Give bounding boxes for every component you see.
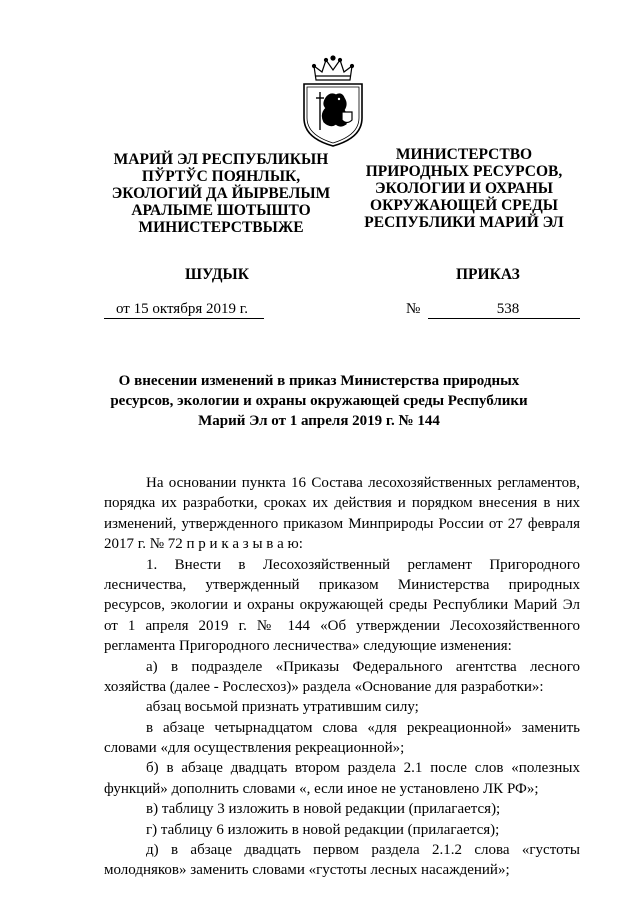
body-line: а) в подразделе «Приказы Федерального агентства лесного — [146, 658, 580, 675]
order-body — [104, 473, 580, 881]
ministry-name-russian — [348, 146, 580, 231]
ministry-name-mari-line: ЭКОЛОГИЙ ДА ЙЫРВЕЛЫМ — [111, 185, 331, 202]
coat-of-arms-emblem — [296, 52, 370, 148]
ministry-name-russian-line: ОКРУЖАЮЩЕЙ СРЕДЫ — [370, 197, 558, 214]
ministry-name-mari-line: АРАЛЫМЕ ШОТЫШТО — [131, 202, 311, 219]
doc-type-russian: ПРИКАЗ — [456, 266, 520, 283]
body-line: молодняков» заменить словами «густоты лесных насаждений»; — [104, 862, 510, 879]
body-line: порядка их разработки, сроках их действия и порядком внесения в них — [104, 495, 580, 512]
order-title-line: ресурсов, экологии и охраны окружающей среды Республики — [110, 393, 528, 409]
body-line: На основании пункта 16 Состава лесохозяйственных регламентов, — [146, 475, 580, 491]
ministry-name-mari-line: МИНИСТЕРСТВЫЖЕ — [138, 219, 304, 236]
ministry-name-russian-line: ЭКОЛОГИИ И ОХРАНЫ — [374, 180, 554, 197]
order-title — [110, 371, 528, 431]
body-line: в) таблицу 3 изложить в новой редакции (прилагается); — [146, 801, 501, 818]
body-line: функций» дополнить словами «, если иное не установлено ЛК РФ»; — [104, 780, 539, 797]
body-line: 1. Внести в Лесохозяйственный регламент Пригородного — [146, 556, 580, 573]
doc-type-mari: ШУДЫК — [185, 266, 249, 283]
ministry-name-mari-line: МАРИЙ ЭЛ РЕСПУБЛИКЫН — [113, 151, 329, 168]
body-line: словами «для осуществления рекреационной»; — [104, 740, 405, 757]
ministry-name-mari-line: ПЎРТЎС ПОЯНЛЫК, — [141, 168, 301, 185]
ministry-name-russian-line: ПРИРОДНЫХ РЕСУРСОВ, — [365, 163, 563, 180]
body-line: в абзаце четырнадцатом слова «для рекреационной» заменить — [146, 719, 580, 736]
body-line: ресурсов, экологии и охраны окружающей среды Республики Марий Эл — [104, 597, 580, 614]
ministry-name-russian-line: РЕСПУБЛИКИ МАРИЙ ЭЛ — [364, 214, 564, 231]
order-title-line: Марий Эл от 1 апреля 2019 г. № 144 — [198, 413, 440, 429]
body-line: г) таблицу 6 изложить в новой редакции (прилагается); — [146, 821, 500, 838]
body-line: лесничества, утвержденный приказом Министерства природных — [104, 576, 580, 593]
body-line: от 1 апреля 2019 г. № 144 «Об утверждении Лесохозяйственного — [104, 617, 580, 634]
body-line: д) в абзаце двадцать первом раздела 2.1.2 слова «густоты — [146, 842, 580, 859]
body-line: регламента Пригородного лесничества» следующие изменения: — [104, 638, 512, 655]
ministry-name-mari — [98, 151, 344, 236]
body-line: хозяйства (далее - Рослесхоз)» раздела «Основание для разработки»: — [104, 678, 544, 695]
body-line: 2017 г. № 72 п р и к а з ы в а ю: — [104, 536, 303, 553]
body-line: абзац восьмой признать утратившим силу; — [146, 699, 419, 716]
order-title-line: О внесении изменений в приказ Министерства природных — [118, 373, 520, 389]
body-line: изменений, утвержденного приказом Минприроды России от 27 февраля — [104, 515, 580, 532]
number-sign: № — [406, 301, 421, 317]
order-date: от 15 октября 2019 г. — [104, 300, 264, 319]
order-number: 538 — [428, 300, 580, 319]
body-line: б) в абзаце двадцать втором раздела 2.1 после слов «полезных — [146, 760, 580, 777]
ministry-name-russian-line: МИНИСТЕРСТВО — [395, 146, 533, 163]
